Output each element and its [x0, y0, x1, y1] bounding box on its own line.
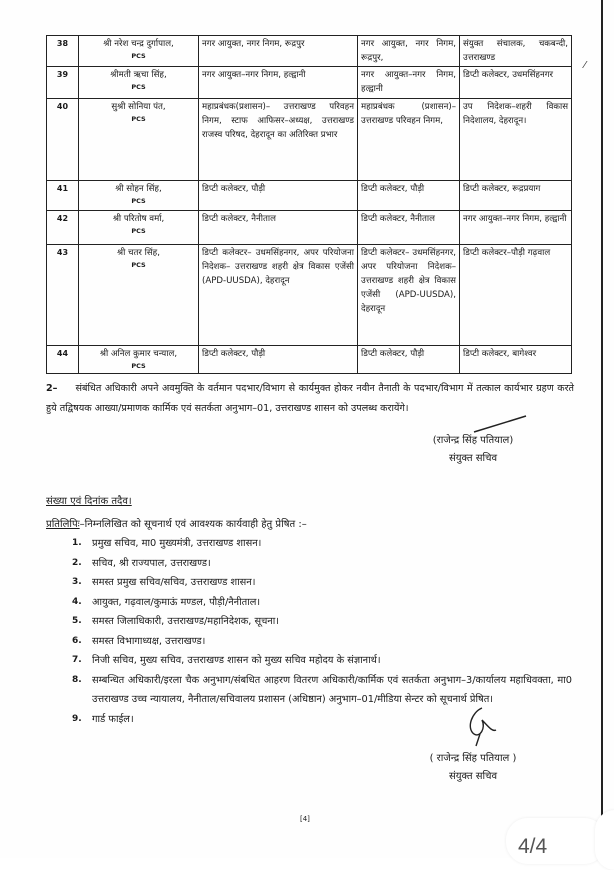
- copy-heading: [46, 516, 307, 530]
- item-number: 8.: [72, 674, 82, 685]
- copy-heading-label: प्रतिलिपिः: [46, 519, 80, 530]
- serial-number-text: 38: [56, 39, 69, 48]
- item-number: 6.: [72, 635, 82, 646]
- serial-number: [47, 346, 79, 374]
- new-post: [460, 211, 572, 245]
- item-number: 7.: [72, 655, 82, 665]
- new-post: [460, 36, 572, 67]
- current-post-text: नगर आयुक्त–नगर निगम, हल्द्वानी: [202, 70, 306, 80]
- copy-list-item: [72, 593, 572, 613]
- new-post: [460, 245, 572, 346]
- current-post: [199, 67, 358, 99]
- serial-number: [47, 181, 79, 211]
- item-text: सम्बन्धित अधिकारी/इरला चैक अनुभाग/संबधित आहरण वितरण अधिकारी/कार्मिक एवं सतर्कता अनुभाग–3/कार्यालय महाधिवक्ता, मा0 उत्तराखण्ड उच्च न्यायालय, नैनीताल/सचिवालय प्रशासन (अधिष्ठान) अनुभाग–01/मीडिया सेन्टर को सूचनार्थ प्रेषित।: [92, 674, 572, 705]
- signatory-name: ( राजेन्द्र सिंह पतियाल ): [429, 753, 517, 764]
- serial-number: [47, 67, 79, 99]
- item-number: 5.: [72, 616, 82, 626]
- new-post-text: डिप्टी कलेक्टर–पौड़ी गढ़वाल: [463, 248, 551, 258]
- table-row: [47, 36, 572, 67]
- item-text: निजी सचिव, मुख्य सचिव, उत्तराखण्ड शासन को मुख्य सचिव महोदय के संज्ञानार्थ।: [92, 655, 381, 666]
- officer-name-text: श्री अनिल कुमार चन्याल,: [99, 349, 178, 359]
- officer-name-text: सुश्री सोनिया पंत,: [111, 102, 166, 112]
- item-number: 3.: [72, 577, 82, 587]
- new-post-text: डिप्टी कलेक्टर, बागेश्वर: [463, 349, 537, 359]
- cadre-label: PCS: [131, 362, 146, 370]
- new-post: [460, 181, 572, 211]
- cadre-label: PCS: [131, 197, 146, 205]
- reference-line: संख्या एवं दिनांक तदैव।: [46, 496, 132, 507]
- stray-mark: ⁄: [584, 60, 586, 71]
- signature-block-1: [408, 432, 538, 468]
- signature-block-2: [408, 750, 538, 786]
- current-post: [199, 99, 358, 181]
- printed-page-number: [4]: [300, 815, 310, 823]
- serial-number: [47, 245, 79, 346]
- new-post-text: संयुक्त संचालक, चकबन्दी, उत्तराखण्ड: [463, 39, 568, 63]
- signature-stroke-1: [470, 412, 530, 434]
- item-text: गार्ड फाईल।: [92, 713, 134, 725]
- item-number: 9.: [72, 713, 82, 724]
- current-post-text: डिप्टी कलेक्टर, पौड़ी: [202, 184, 266, 194]
- signatory-name: (राजेन्द्र सिंह पतियाल): [432, 435, 514, 446]
- relieved-post-text: डिप्टी कलेक्टर, पौड़ी: [361, 349, 425, 359]
- item-text: समस्त जिलाधिकारी, उत्तराखण्ड/महानिदेशक, सूचना।: [92, 616, 279, 627]
- relieved-post-text: डिप्टी कलेक्टर, पौड़ी: [361, 184, 425, 194]
- officer-name-text: श्री चतर सिंह,: [117, 248, 160, 258]
- relieved-post-text: डिप्टी कलेक्टर, नैनीताल: [361, 214, 435, 224]
- officer-name: [79, 181, 199, 211]
- serial-number-text: 43: [56, 248, 69, 257]
- copy-list-item: [72, 632, 572, 652]
- table-row: [47, 245, 572, 346]
- paragraph-text: संबंधित अधिकारी अपने अवमुक्ति के वर्तमान पदभार/विभाग से कार्यमुक्त होकर नवीन तैनाती के पदभार/विभाग में तत्काल कार्यभार ग्रहण करते हुये तद्विषयक आख्या/प्रमाणक कार्मिक एवं सतर्कता अनुभाग–01, उत्तराखण्ड शासन को उपलब्ध करायेंगे।: [46, 383, 574, 414]
- cadre-label: PCS: [131, 227, 146, 235]
- officer-name: [79, 211, 199, 245]
- new-post-text: नगर आयुक्त–नगर निगम, हल्द्वानी: [463, 214, 567, 224]
- item-text: समस्त प्रमुख सचिव/सचिव, उत्तराखण्ड शासन।: [92, 577, 256, 588]
- relieved-post-text: नगर आयुक्त, नगर निगम, रूद्रपुर,: [361, 39, 456, 63]
- table-row: [47, 67, 572, 99]
- table-row: [47, 181, 572, 211]
- officer-name-text: श्री सोहन सिंह,: [115, 184, 162, 194]
- serial-number-text: 40: [56, 102, 69, 111]
- officer-name: [79, 99, 199, 181]
- table-row: [47, 99, 572, 181]
- item-text: प्रमुख सचिव, मा0 मुख्यमंत्री, उत्तराखण्ड शासन।: [92, 538, 262, 549]
- relieved-post-text: महाप्रबंधक (प्रशासन)– उत्तराखण्ड परिवहन निगम,: [361, 102, 456, 126]
- cadre-label: PCS: [131, 115, 146, 123]
- copy-list-item: [72, 554, 572, 574]
- copy-list-item: [72, 612, 572, 632]
- signatory-designation: संयुक्त सचिव: [448, 771, 498, 782]
- officer-name: [79, 346, 199, 374]
- current-post: [199, 346, 358, 374]
- cadre-label: PCS: [131, 52, 146, 60]
- cadre-label: PCS: [131, 261, 146, 269]
- new-post-text: उप निदेशक–शहरी विकास निदेशालय, देहरादून।: [463, 102, 568, 126]
- new-post: [460, 99, 572, 181]
- copy-list-item: [72, 534, 572, 554]
- officer-name: [79, 245, 199, 346]
- copy-heading-text: –निम्नलिखित को सूचनार्थ एवं आवश्यक कार्यवाही हेतु प्रेषित :–: [79, 519, 307, 530]
- table-row: [47, 211, 572, 245]
- serial-number-text: 42: [56, 214, 69, 223]
- item-number: 4.: [72, 596, 82, 607]
- serial-number: [47, 36, 79, 67]
- officer-name: [79, 36, 199, 67]
- transfer-table: [46, 35, 572, 374]
- relieved-post: [358, 181, 460, 211]
- relieved-post: [358, 67, 460, 99]
- current-post-text: महाप्रबंधक(प्रशासन)– उत्तराखण्ड परिवहन निगम, स्टाफ आफिसर–अध्यक्ष, उत्तराखण्ड राजस्व परिषद, देहरादून का अतिरिक्त प्रभार: [202, 102, 354, 140]
- table-row: [47, 346, 572, 374]
- relieved-post: [358, 211, 460, 245]
- page-indicator: 4/4: [518, 835, 548, 858]
- item-text: आयुक्त, गढ़वाल/कुमाऊं मण्डल, पौड़ी/नैनीताल।: [92, 596, 261, 608]
- relieved-post: [358, 346, 460, 374]
- current-post-text: डिप्टी कलेक्टर– उधमसिंहनगर, अपर परियोजना निदेशक– उत्तराखण्ड शहरी क्षेत्र विकास एजेंसी (APD-UUSDA), देहरादून: [202, 248, 354, 286]
- officer-name-text: श्री नरेश चन्द्र दुर्गापाल,: [103, 39, 174, 49]
- current-post: [199, 181, 358, 211]
- current-post: [199, 211, 358, 245]
- relieved-post-text: नगर आयुक्त–नगर निगम, हल्द्वानी: [361, 70, 456, 94]
- current-post: [199, 245, 358, 346]
- page-edge-line: [601, 0, 603, 845]
- serial-number: [47, 99, 79, 181]
- current-post-text: डिप्टी कलेक्टर, नैनीताल: [202, 214, 276, 224]
- serial-number: [47, 211, 79, 245]
- relieved-post-text: डिप्टी कलेक्टर– उधमसिंहनगर, अपर परियोजना निदेशक– उत्तराखण्ड शहरी क्षेत्र विकास एजेंसी (APD-UUSDA), देहरादून: [361, 248, 456, 314]
- officer-name: [79, 67, 199, 99]
- serial-number-text: 41: [56, 184, 69, 193]
- item-text: समस्त विभागाध्यक्ष, उत्तराखण्ड।: [92, 635, 206, 647]
- officer-name-text: श्री परितोष वर्मा,: [112, 214, 165, 224]
- new-post-text: डिप्टी कलेक्टर, रूद्रप्रयाग: [463, 184, 541, 194]
- new-post-text: डिप्टी कलेक्टर, उधमसिंहनगर: [463, 70, 554, 80]
- relieved-post: [358, 99, 460, 181]
- copy-list: [72, 534, 572, 729]
- relieved-post: [358, 245, 460, 346]
- new-post: [460, 67, 572, 99]
- serial-number-text: 44: [56, 349, 69, 358]
- cadre-label: PCS: [131, 83, 146, 91]
- current-post: [199, 36, 358, 67]
- new-post: [460, 346, 572, 374]
- signatory-designation: संयुक्त सचिव: [448, 453, 498, 464]
- current-post-text: नगर आयुक्त, नगर निगम, रूद्रपुर: [202, 39, 305, 49]
- paragraph-number: 2–: [46, 383, 58, 394]
- item-text: सचिव, श्री राज्यपाल, उत्तराखण्ड।: [92, 557, 211, 569]
- item-number: 1.: [72, 538, 82, 548]
- signature-stroke-2: [462, 704, 502, 748]
- officer-name-text: श्रीमती ऋचा सिंह,: [110, 70, 167, 80]
- serial-number-text: 39: [56, 70, 69, 79]
- item-number: 2.: [72, 557, 82, 568]
- next-page-preview[interactable]: [595, 810, 614, 870]
- copy-list-item: [72, 573, 572, 593]
- current-post-text: डिप्टी कलेक्टर, पौड़ी: [202, 349, 266, 359]
- relieved-post: [358, 36, 460, 67]
- copy-list-item: [72, 651, 572, 671]
